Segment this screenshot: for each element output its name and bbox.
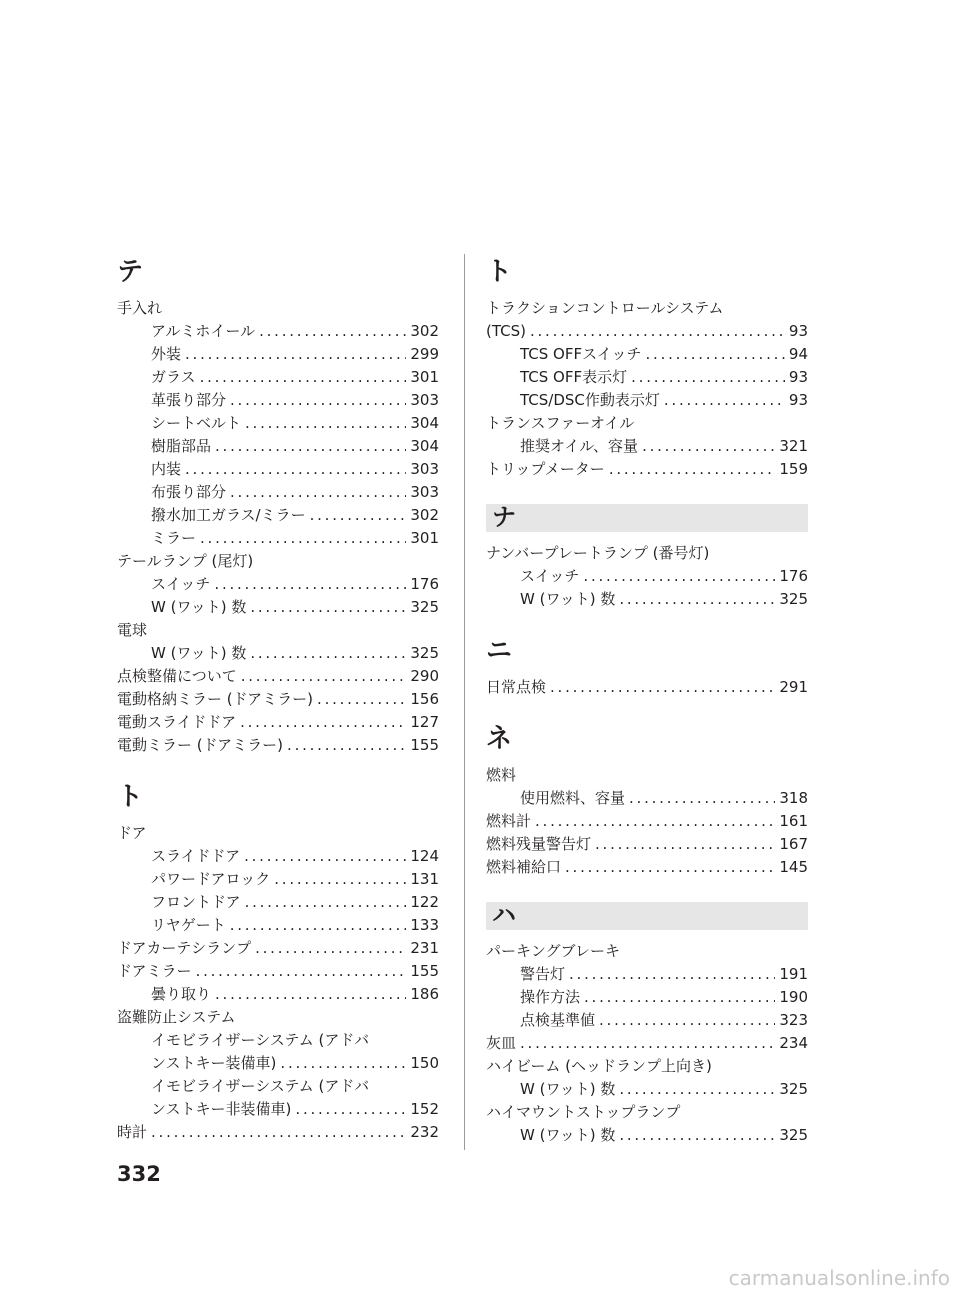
index-entry <box>486 676 808 699</box>
index-entry <box>117 1098 439 1121</box>
entry-label: 盗難防止システム <box>117 1008 236 1026</box>
entry-label: ガラス <box>151 368 196 386</box>
entry-label: 内装 <box>151 460 182 478</box>
index-entry <box>117 960 439 983</box>
index-entry <box>117 642 439 665</box>
dot-leader <box>569 963 775 986</box>
dot-leader <box>250 642 406 665</box>
dot-leader <box>664 389 785 412</box>
entry-label: ドアカーテシランプ <box>117 939 252 957</box>
index-entry <box>117 504 439 527</box>
index-entry <box>486 1009 808 1032</box>
entry-page-number: 302 <box>410 506 439 524</box>
entry-label: 推奨オイル、容量 <box>520 437 639 455</box>
entry-page-number: 301 <box>410 368 439 386</box>
index-entry <box>117 412 439 435</box>
entry-page-number: 145 <box>779 858 808 876</box>
entry-label: 電球 <box>117 621 148 639</box>
dot-leader <box>280 1052 406 1075</box>
entry-page-number: 325 <box>779 590 808 608</box>
index-entry <box>486 764 808 787</box>
watermark-text: carmanualsonline.info <box>728 1266 950 1290</box>
index-entry <box>117 1006 439 1029</box>
entry-page-number: 131 <box>410 870 439 888</box>
dot-leader <box>214 573 406 596</box>
entry-label: イモビライザーシステム (アドバ <box>151 1077 370 1095</box>
entry-page-number: 304 <box>410 414 439 432</box>
dot-leader <box>565 856 775 879</box>
section-heading: ニ <box>486 636 513 666</box>
entry-page-number: 176 <box>410 575 439 593</box>
index-section <box>117 780 439 1144</box>
entry-label: スイッチ <box>151 575 211 593</box>
index-entry <box>486 833 808 856</box>
entry-label: 外装 <box>151 345 182 363</box>
dot-leader <box>619 1078 775 1101</box>
entry-label: 燃料 <box>486 766 517 784</box>
entry-label: 手入れ <box>117 299 163 317</box>
entry-page-number: 291 <box>779 678 808 696</box>
entry-page-number: 321 <box>779 437 808 455</box>
entry-label: 撥水加工ガラス/ミラー <box>151 506 306 524</box>
entry-label: 灰皿 <box>486 1034 517 1052</box>
entry-page-number: 232 <box>410 1123 439 1141</box>
entry-label: 日常点検 <box>486 678 547 696</box>
entry-label: W (ワット) 数 <box>520 1126 616 1144</box>
index-entry <box>486 963 808 986</box>
entry-page-number: 156 <box>410 690 439 708</box>
index-entry <box>486 1124 808 1147</box>
dot-leader <box>295 1098 406 1121</box>
entry-page-number: 124 <box>410 847 439 865</box>
entry-page-number: 94 <box>788 345 808 363</box>
entry-page-number: 325 <box>779 1080 808 1098</box>
entry-label: ハイマウントストップランプ <box>486 1103 681 1121</box>
dot-leader <box>230 481 406 504</box>
entry-label: フロントドア <box>151 893 241 911</box>
dot-leader <box>535 810 775 833</box>
entry-label: 電動ミラー (ドアミラー) <box>117 736 284 754</box>
dot-leader <box>317 688 406 711</box>
index-entry <box>486 940 808 963</box>
index-entry <box>117 914 439 937</box>
dot-leader <box>310 504 407 527</box>
entry-label: テールランプ (尾灯) <box>117 552 254 570</box>
entry-label: ドアミラー <box>117 962 192 980</box>
dot-leader <box>185 458 406 481</box>
index-entry <box>117 734 439 757</box>
entry-label: スライドドア <box>151 847 241 865</box>
entry-label: 点検基準値 <box>520 1011 596 1029</box>
dot-leader <box>609 458 776 481</box>
entry-page-number: 191 <box>779 965 808 983</box>
entry-page-number: 325 <box>779 1126 808 1144</box>
entry-label: イモビライザーシステム (アドバ <box>151 1031 370 1049</box>
entry-page-number: 323 <box>779 1011 808 1029</box>
dot-leader <box>646 343 785 366</box>
dot-leader <box>584 986 775 1009</box>
dot-leader <box>583 565 775 588</box>
entry-page-number: 176 <box>779 567 808 585</box>
index-entry <box>486 343 808 366</box>
entry-page-number: 302 <box>410 322 439 340</box>
entry-label: 燃料残量警告灯 <box>486 835 592 853</box>
dot-leader <box>619 588 775 611</box>
entry-page-number: 93 <box>788 322 808 340</box>
entry-label: スイッチ <box>520 567 580 585</box>
index-entry <box>117 845 439 868</box>
dot-leader <box>287 734 406 757</box>
entry-page-number: 122 <box>410 893 439 911</box>
entry-label: 電動スライドドア <box>117 713 237 731</box>
dot-leader <box>595 833 775 856</box>
entry-label: 樹脂部品 <box>151 437 212 455</box>
entry-label: (TCS) <box>486 322 526 340</box>
index-entry <box>117 822 439 845</box>
entry-label: 電動格納ミラー (ドアミラー) <box>117 690 314 708</box>
index-entry <box>117 596 439 619</box>
entry-page-number: 303 <box>410 460 439 478</box>
entry-page-number: 231 <box>410 939 439 957</box>
index-section <box>486 504 808 611</box>
entry-page-number: 301 <box>410 529 439 547</box>
entry-label: 使用燃料、容量 <box>520 789 626 807</box>
entry-page-number: 167 <box>779 835 808 853</box>
index-entry <box>117 343 439 366</box>
entry-label: 警告灯 <box>520 965 566 983</box>
dot-leader <box>244 845 406 868</box>
index-entry <box>486 1032 808 1055</box>
index-entry <box>117 366 439 389</box>
entry-page-number: 133 <box>410 916 439 934</box>
index-entry <box>117 458 439 481</box>
index-entry <box>117 665 439 688</box>
entry-label: ミラー <box>151 529 197 547</box>
column-divider <box>464 254 465 1150</box>
entry-page-number: 299 <box>410 345 439 363</box>
dot-leader <box>259 320 406 343</box>
entry-label: W (ワット) 数 <box>520 1080 616 1098</box>
entry-page-number: 325 <box>410 598 439 616</box>
section-heading: ナ <box>486 504 808 532</box>
entry-page-number: 93 <box>788 391 808 409</box>
index-section <box>486 722 808 879</box>
dot-leader <box>642 435 775 458</box>
index-entry <box>486 787 808 810</box>
dot-leader <box>520 1032 775 1055</box>
entry-page-number: 186 <box>410 985 439 1003</box>
index-column-left <box>117 255 439 1167</box>
index-entry <box>486 435 808 458</box>
index-entry <box>117 297 439 320</box>
entry-page-number: 318 <box>779 789 808 807</box>
entry-label: トラクションコントロールシステム <box>486 299 724 317</box>
section-heading: ト <box>117 782 144 812</box>
entry-label: ハイビーム (ヘッドランプ上向き) <box>486 1057 712 1075</box>
entry-label: トランスファーオイル <box>486 414 635 432</box>
dot-leader <box>230 914 407 937</box>
entry-label: パーキングブレーキ <box>486 942 620 960</box>
index-entry <box>117 573 439 596</box>
entry-label: トリップメーター <box>486 460 605 478</box>
dot-leader <box>215 435 406 458</box>
dot-leader <box>196 960 407 983</box>
index-entry <box>486 1101 808 1124</box>
index-entry <box>486 1078 808 1101</box>
entry-page-number: 161 <box>779 812 808 830</box>
index-entry <box>117 1052 439 1075</box>
entry-page-number: 152 <box>410 1100 439 1118</box>
dot-leader <box>629 787 775 810</box>
index-entry <box>486 986 808 1009</box>
entry-label: 革張り部分 <box>151 391 227 409</box>
dot-leader <box>185 343 406 366</box>
index-entry <box>117 983 439 1006</box>
index-entry <box>117 1029 439 1052</box>
dot-leader <box>255 937 406 960</box>
dot-leader <box>631 366 785 389</box>
entry-label: 燃料補給口 <box>486 858 562 876</box>
entry-label: 時計 <box>117 1123 148 1141</box>
index-entry <box>117 389 439 412</box>
entry-label: ナンバープレートランプ (番号灯) <box>486 544 710 562</box>
index-entry <box>486 588 808 611</box>
entry-label: ンストキー装備車) <box>151 1054 277 1072</box>
section-heading: テ <box>117 257 144 287</box>
index-entry <box>486 542 808 565</box>
entry-page-number: 303 <box>410 483 439 501</box>
entry-label: TCS/DSC作動表示灯 <box>520 391 660 409</box>
entry-page-number: 150 <box>410 1054 439 1072</box>
section-heading: ネ <box>486 724 513 754</box>
entry-page-number: 304 <box>410 437 439 455</box>
entry-page-number: 290 <box>410 667 439 685</box>
dot-leader <box>215 983 406 1006</box>
entry-page-number: 159 <box>779 460 808 478</box>
index-entry <box>117 1075 439 1098</box>
entry-label: パワードアロック <box>151 870 271 888</box>
entry-label: ドア <box>117 824 147 842</box>
index-entry <box>117 550 439 573</box>
index-entry <box>117 320 439 343</box>
index-entry <box>486 856 808 879</box>
index-entry <box>486 366 808 389</box>
index-entry <box>117 481 439 504</box>
entry-label: TCS OFF表示灯 <box>520 368 628 386</box>
entry-label: W (ワット) 数 <box>520 590 616 608</box>
entry-label: 曇り取り <box>151 985 212 1003</box>
entry-page-number: 155 <box>410 962 439 980</box>
page-number: 332 <box>117 1162 161 1186</box>
dot-leader <box>550 676 775 699</box>
entry-label: 点検整備について <box>117 667 237 685</box>
dot-leader <box>240 711 406 734</box>
entry-label: TCS OFFスイッチ <box>520 345 642 363</box>
entry-label: ンストキー非装備車) <box>151 1100 292 1118</box>
index-entry <box>117 435 439 458</box>
index-section <box>486 255 808 481</box>
dot-leader <box>200 527 406 550</box>
entry-page-number: 303 <box>410 391 439 409</box>
entry-page-number: 127 <box>410 713 439 731</box>
index-entry <box>486 565 808 588</box>
dot-leader <box>250 596 406 619</box>
index-column-right <box>486 255 808 1170</box>
index-section <box>117 255 439 757</box>
dot-leader <box>599 1009 775 1032</box>
dot-leader <box>245 891 407 914</box>
index-entry <box>486 297 808 320</box>
index-entry <box>117 711 439 734</box>
index-entry <box>117 688 439 711</box>
index-entry <box>486 389 808 412</box>
index-entry <box>486 810 808 833</box>
entry-label: リヤゲート <box>151 916 226 934</box>
index-entry <box>117 1121 439 1144</box>
index-entry <box>117 937 439 960</box>
index-section <box>486 634 808 699</box>
entry-label: 操作方法 <box>520 988 581 1006</box>
dot-leader <box>245 412 406 435</box>
entry-label: 燃料計 <box>486 812 532 830</box>
section-heading: ト <box>486 257 513 287</box>
entry-page-number: 325 <box>410 644 439 662</box>
index-entry <box>486 320 808 343</box>
entry-page-number: 93 <box>788 368 808 386</box>
dot-leader <box>230 389 406 412</box>
entry-label: 布張り部分 <box>151 483 227 501</box>
dot-leader <box>274 868 406 891</box>
entry-page-number: 234 <box>779 1034 808 1052</box>
dot-leader <box>241 665 407 688</box>
index-entry <box>117 891 439 914</box>
index-entry <box>117 619 439 642</box>
index-entry <box>486 1055 808 1078</box>
dot-leader <box>530 320 785 343</box>
index-entry <box>486 458 808 481</box>
index-entry <box>486 412 808 435</box>
entry-label: W (ワット) 数 <box>151 598 247 616</box>
index-section <box>486 902 808 1147</box>
dot-leader <box>619 1124 775 1147</box>
dot-leader <box>200 366 407 389</box>
dot-leader <box>151 1121 406 1144</box>
index-entry <box>117 868 439 891</box>
entry-page-number: 190 <box>779 988 808 1006</box>
entry-label: アルミホイール <box>151 322 256 340</box>
entry-label: W (ワット) 数 <box>151 644 247 662</box>
index-entry <box>117 527 439 550</box>
section-heading: ハ <box>486 902 808 930</box>
entry-label: シートベルト <box>151 414 242 432</box>
entry-page-number: 155 <box>410 736 439 754</box>
